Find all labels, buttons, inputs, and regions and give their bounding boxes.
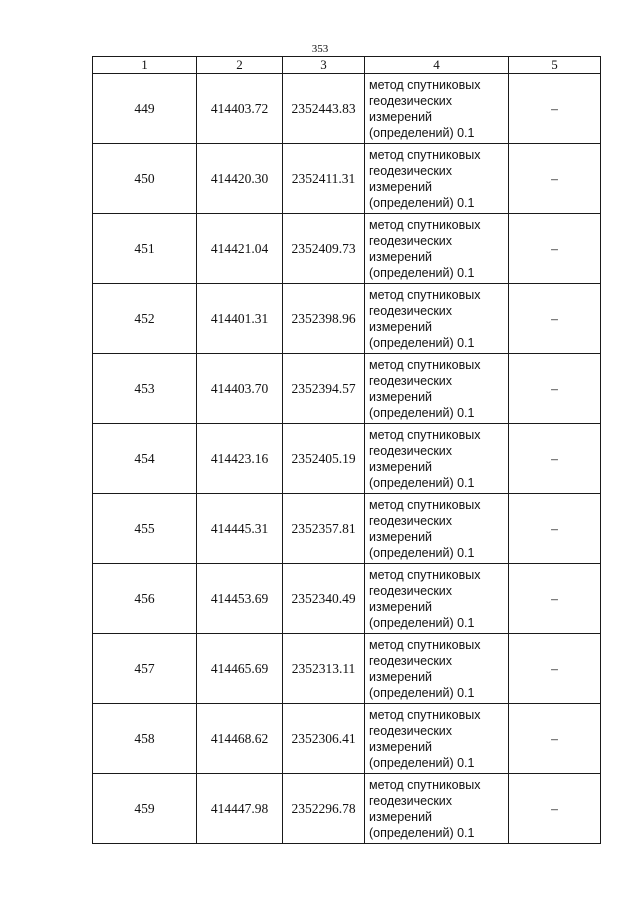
table-row [93,774,601,844]
method-line: геодезических [369,373,453,388]
y-coordinate-cell: 2352398.96 [283,284,365,354]
method-cell [365,74,509,144]
point-number-cell: 455 [93,494,197,564]
method-line: (определений) 0.1 [369,195,475,210]
method-line: измерений [369,739,433,754]
y-coordinate-cell: 2352394.57 [283,354,365,424]
table-row [93,74,601,144]
method-line: (определений) 0.1 [369,125,475,140]
method-line: измерений [369,459,433,474]
description-cell: – [509,424,601,494]
page-number: 353 [311,43,329,55]
method-line: (определений) 0.1 [369,475,475,490]
table-row [93,704,601,774]
coordinates-table [92,56,601,844]
table-row [93,284,601,354]
method-line: измерений [369,109,433,124]
x-coordinate-cell: 414468.62 [197,704,283,774]
description-cell: – [509,74,601,144]
x-coordinate-cell: 414403.70 [197,354,283,424]
point-number-cell: 457 [93,634,197,704]
method-line: измерений [369,529,433,544]
point-number-cell: 452 [93,284,197,354]
y-coordinate-cell: 2352340.49 [283,564,365,634]
method-line: (определений) 0.1 [369,265,475,280]
method-line: метод спутниковых [369,147,481,162]
method-line: метод спутниковых [369,287,481,302]
point-number-cell: 456 [93,564,197,634]
description-cell: – [509,214,601,284]
description-cell: – [509,144,601,214]
method-line: измерений [369,319,433,334]
method-line: метод спутниковых [369,217,481,232]
x-coordinate-cell: 414401.31 [197,284,283,354]
description-cell: – [509,564,601,634]
method-line: геодезических [369,653,453,668]
point-number-cell: 454 [93,424,197,494]
description-cell: – [509,704,601,774]
method-line: измерений [369,669,433,684]
table-row [93,494,601,564]
method-line: метод спутниковых [369,77,481,92]
header-col-3: 3 [283,57,365,74]
table-body [93,74,601,844]
description-cell: – [509,284,601,354]
x-coordinate-cell: 414421.04 [197,214,283,284]
table-row [93,564,601,634]
point-number-cell: 453 [93,354,197,424]
method-cell [365,774,509,844]
y-coordinate-cell: 2352409.73 [283,214,365,284]
y-coordinate-cell: 2352313.11 [283,634,365,704]
method-cell [365,424,509,494]
method-line: измерений [369,179,433,194]
method-line: (определений) 0.1 [369,405,475,420]
method-line: геодезических [369,583,453,598]
description-cell: – [509,354,601,424]
table-row [93,354,601,424]
method-line: (определений) 0.1 [369,615,475,630]
method-cell [365,354,509,424]
method-line: геодезических [369,233,453,248]
method-cell [365,704,509,774]
method-line: измерений [369,249,433,264]
point-number-cell: 458 [93,704,197,774]
method-line: метод спутниковых [369,637,481,652]
method-line: (определений) 0.1 [369,755,475,770]
method-line: измерений [369,389,433,404]
x-coordinate-cell: 414423.16 [197,424,283,494]
method-cell [365,564,509,634]
description-cell: – [509,774,601,844]
table-header-row [93,57,601,74]
method-cell [365,144,509,214]
point-number-cell: 451 [93,214,197,284]
method-line: (определений) 0.1 [369,335,475,350]
y-coordinate-cell: 2352405.19 [283,424,365,494]
method-line: метод спутниковых [369,777,481,792]
method-cell [365,494,509,564]
description-cell: – [509,494,601,564]
table-row [93,144,601,214]
y-coordinate-cell: 2352306.41 [283,704,365,774]
table-row [93,214,601,284]
header-col-1: 1 [93,57,197,74]
method-cell [365,634,509,704]
method-line: геодезических [369,303,453,318]
y-coordinate-cell: 2352357.81 [283,494,365,564]
x-coordinate-cell: 414465.69 [197,634,283,704]
point-number-cell: 449 [93,74,197,144]
point-number-cell: 459 [93,774,197,844]
point-number-cell: 450 [93,144,197,214]
method-cell [365,284,509,354]
header-col-5: 5 [509,57,601,74]
y-coordinate-cell: 2352443.83 [283,74,365,144]
method-line: метод спутниковых [369,357,481,372]
method-line: метод спутниковых [369,427,481,442]
y-coordinate-cell: 2352296.78 [283,774,365,844]
method-line: (определений) 0.1 [369,545,475,560]
x-coordinate-cell: 414403.72 [197,74,283,144]
method-cell [365,214,509,284]
method-line: метод спутниковых [369,497,481,512]
method-line: геодезических [369,723,453,738]
table-row [93,424,601,494]
x-coordinate-cell: 414445.31 [197,494,283,564]
table-row [93,634,601,704]
method-line: измерений [369,599,433,614]
method-line: геодезических [369,513,453,528]
method-line: метод спутниковых [369,707,481,722]
method-line: (определений) 0.1 [369,825,475,840]
method-line: метод спутниковых [369,567,481,582]
header-col-2: 2 [197,57,283,74]
x-coordinate-cell: 414453.69 [197,564,283,634]
x-coordinate-cell: 414447.98 [197,774,283,844]
method-line: геодезических [369,793,453,808]
method-line: (определений) 0.1 [369,685,475,700]
description-cell: – [509,634,601,704]
header-col-4: 4 [365,57,509,74]
method-line: геодезических [369,163,453,178]
method-line: геодезических [369,443,453,458]
method-line: геодезических [369,93,453,108]
method-line: измерений [369,809,433,824]
y-coordinate-cell: 2352411.31 [283,144,365,214]
x-coordinate-cell: 414420.30 [197,144,283,214]
